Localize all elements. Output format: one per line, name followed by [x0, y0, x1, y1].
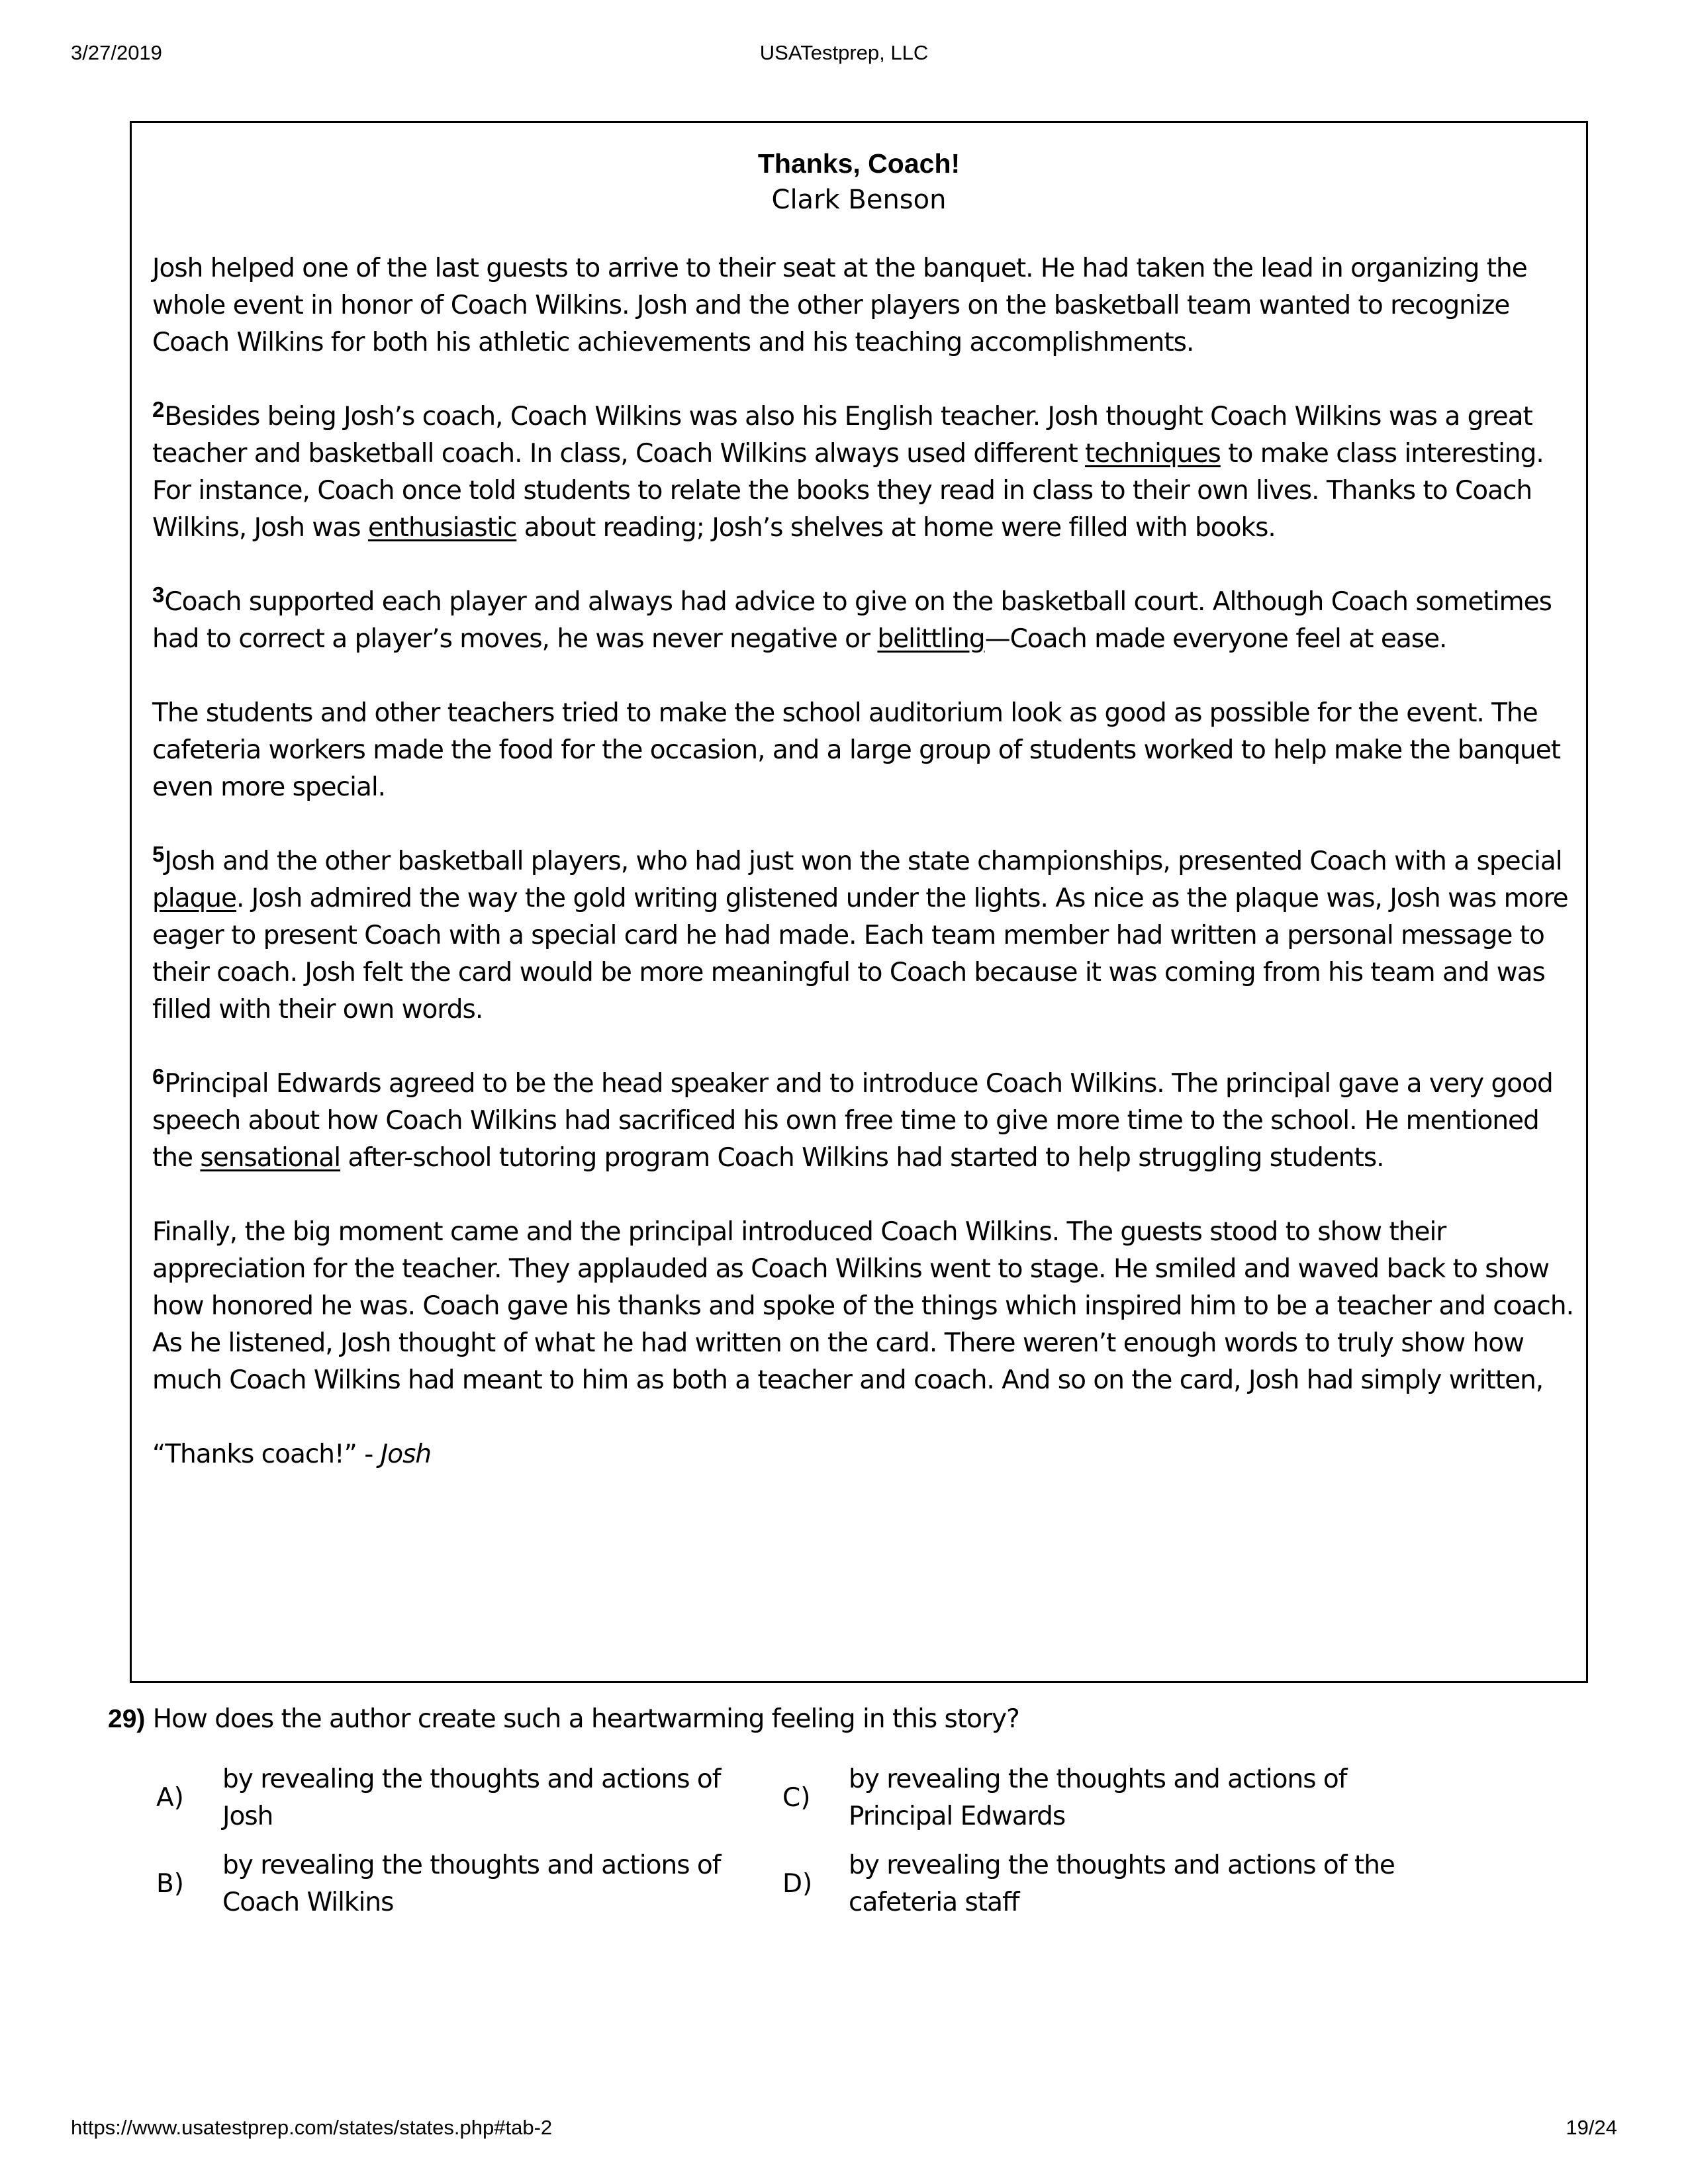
paragraph-number: 3	[152, 582, 165, 607]
question-number: 29)	[108, 1705, 146, 1733]
paragraph-text: Principal Edwards agreed to be the head speaker and to introduce Coach Wilkins. The principal gave a very good speech about how Coach Wilkins had sacrificed his own free time to give more time to the school. He mentioned the	[152, 1069, 1553, 1173]
paragraph-number: 2	[152, 397, 165, 422]
passage-title: Thanks, Coach!	[757, 148, 961, 179]
paragraph-text: to make class interesting. For instance, Coach once told students to relate the books they read in class to their own lives. Thanks to Coach Wilkins, Josh was	[152, 439, 1544, 543]
paragraph-5	[152, 843, 1575, 1028]
question-text: How does the author create such a heartwarming feeling in this story?	[152, 1704, 1019, 1734]
option-letter: D)	[782, 1869, 813, 1899]
print-url: https://www.usatestprep.com/states/states.php#tab-2	[71, 2116, 553, 2139]
paragraph-7: Finally, the big moment came and the principal introduced Coach Wilkins. The guests stood to show their appreciation for the teacher. They applauded as Coach Wilkins went to stage. He smiled and waved back to show how honored he was. Coach gave his thanks and spoke of the things which inspired him to be a teacher and coach. As he listened, Josh thought of what he had written on the card. There weren’t enough words to truly show how much Coach Wilkins had meant to him as both a teacher and coach. And so on the card, Josh had simply written,	[152, 1217, 1573, 1395]
paragraph-text: after-school tutoring program Coach Wilkins had started to help struggling students.	[340, 1143, 1384, 1173]
passage-body	[152, 250, 1575, 1473]
paragraph-number: 5	[152, 842, 165, 866]
closing-quote: “Thanks coach!” -	[152, 1439, 381, 1469]
paragraph-8	[152, 1436, 1575, 1473]
vocab-word-belittling: belittling	[877, 624, 985, 654]
paragraph-number: 6	[152, 1064, 165, 1089]
option-letter: A)	[156, 1783, 184, 1813]
paragraph-4: The students and other teachers tried to make the school auditorium look as good as possible for the event. The cafeteria workers made the food for the occasion, and a large group of students worked to help make the banquet even more special.	[152, 698, 1561, 802]
paragraph-text: about reading; Josh’s shelves at home were filled with books.	[516, 513, 1276, 543]
paragraph-text: Besides being Josh’s coach, Coach Wilkins was also his English teacher. Josh thought Coach Wilkins was a great teacher and basketball coach. In class, Coach Wilkins always used different	[152, 402, 1532, 469]
paragraph-1: Josh helped one of the last guests to arrive to their seat at the banquet. He had taken the lead in organizing the whole event in honor of Coach Wilkins. Josh and the other players on the basketball team wanted to recognize Coach Wilkins for both his athletic achievements and his teaching accomplishments.	[152, 253, 1527, 357]
vocab-word-plaque: plaque	[152, 884, 236, 913]
passage-author: Clark Benson	[771, 185, 947, 215]
paragraph-text: Coach supported each player and always had advice to give on the basketball court. Although Coach sometimes had to correct a player’s moves, he was never negative or	[152, 587, 1552, 654]
closing-signature: Josh	[380, 1439, 432, 1469]
paragraph-text: Josh and the other basketball players, who had just won the state championships, presented Coach with a special	[164, 846, 1562, 876]
print-date: 3/27/2019	[71, 41, 162, 64]
vocab-word-sensational: sensational	[200, 1143, 341, 1173]
option-text: by revealing the thoughts and actions of the cafeteria staff	[849, 1850, 1395, 1917]
option-text: by revealing the thoughts and actions of Josh	[222, 1764, 721, 1831]
option-letter: B)	[156, 1869, 184, 1899]
paragraph-2	[152, 398, 1575, 547]
print-site-name: USATestprep, LLC	[759, 41, 929, 64]
paragraph-3	[152, 584, 1575, 658]
question-stem	[108, 1701, 1019, 1738]
option-letter: C)	[782, 1783, 811, 1813]
paragraph-text: . Josh admired the way the gold writing glistened under the lights. As nice as the plaque was, Josh was more eager to present Coach with a special card he had made. Each team member had written a personal message to their coach. Josh felt the card would be more meaningful to Coach because it was coming from his team and was filled with their own words.	[152, 884, 1568, 1024]
paragraph-text: —Coach made everyone feel at ease.	[984, 624, 1447, 654]
page-number: 19/24	[1566, 2116, 1617, 2139]
option-text: by revealing the thoughts and actions of Principal Edwards	[849, 1764, 1347, 1831]
option-text: by revealing the thoughts and actions of Coach Wilkins	[222, 1850, 721, 1917]
paragraph-6	[152, 1066, 1575, 1177]
vocab-word-techniques: techniques	[1085, 439, 1221, 469]
passage-box	[130, 121, 1588, 1683]
vocab-word-enthusiastic: enthusiastic	[367, 513, 517, 543]
